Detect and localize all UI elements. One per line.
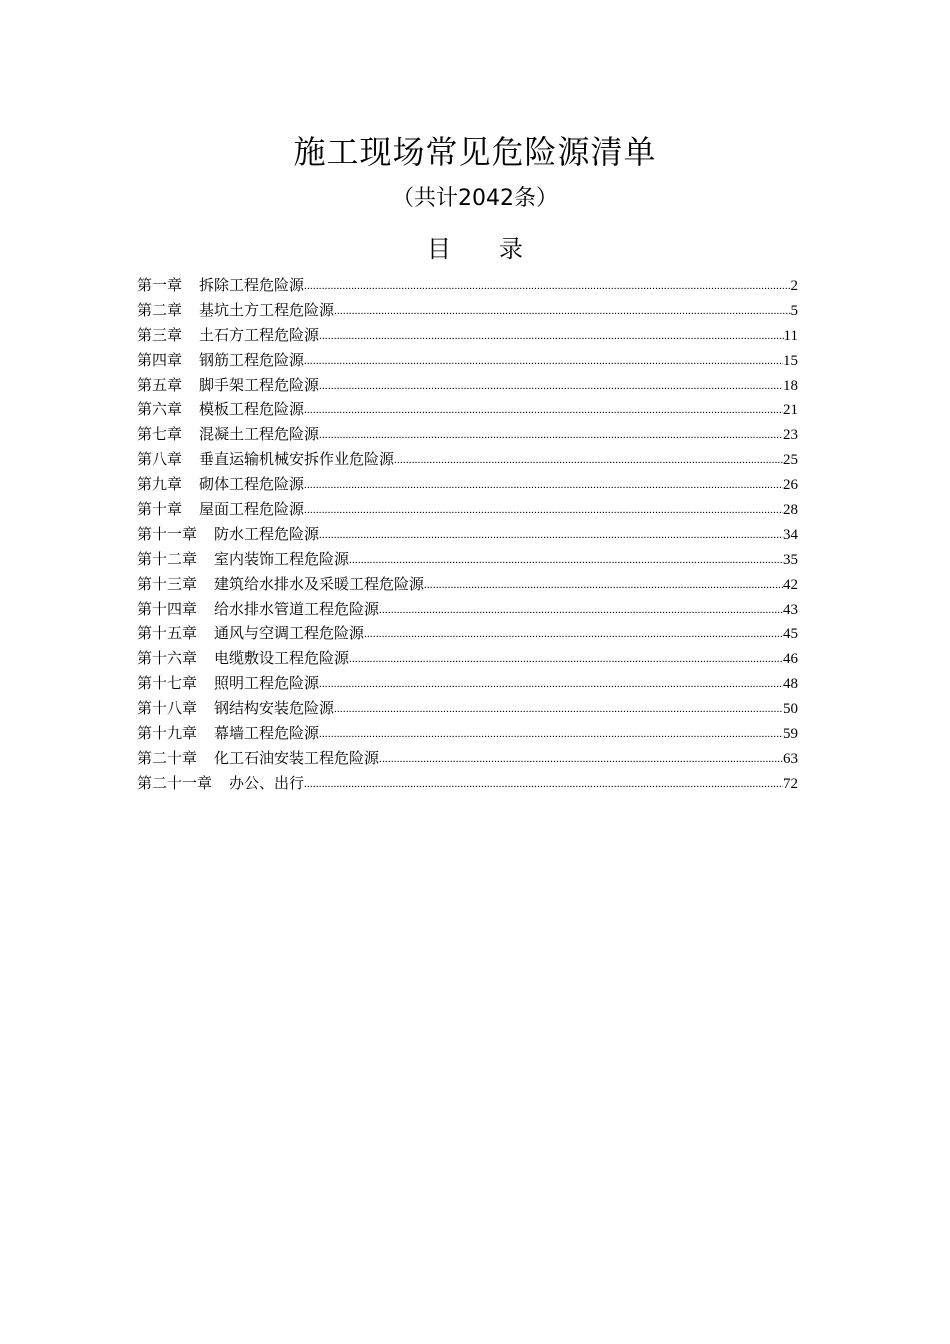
toc-chapter-title: 土石方工程危险源 [199, 327, 320, 344]
toc-page-number: 35 [783, 551, 798, 568]
toc-entry[interactable] [137, 573, 798, 598]
toc-chapter-number: 第十五章 [137, 626, 198, 643]
toc-chapter-number: 第六章 [137, 402, 183, 419]
toc-page-number: 42 [783, 576, 798, 593]
document-title: 施工现场常见危险源清单 [293, 133, 657, 171]
toc-chapter-title: 砌体工程危险源 [199, 477, 305, 494]
toc-dot-leader [319, 722, 783, 747]
toc-entry[interactable] [137, 398, 798, 423]
toc-page-number: 45 [783, 626, 798, 643]
toc-dot-leader [364, 622, 783, 647]
toc-page-number: 50 [783, 701, 798, 718]
toc-entry[interactable] [137, 772, 798, 797]
toc-chapter-number: 第十六章 [137, 651, 198, 668]
toc-dot-leader [304, 398, 783, 423]
toc-chapter-title: 办公、出行 [229, 775, 305, 792]
toc-chapter-number: 第十三章 [137, 576, 198, 593]
toc-page-number: 15 [783, 352, 798, 369]
toc-chapter-number: 第二十章 [137, 750, 198, 767]
toc-dot-leader [304, 349, 783, 374]
toc-dot-leader [394, 448, 783, 473]
toc-entry[interactable] [137, 299, 798, 324]
toc-heading-char: 录 [499, 235, 523, 263]
toc-page-number: 48 [783, 676, 798, 693]
toc-dot-leader [319, 374, 783, 399]
toc-chapter-title: 给水排水管道工程危险源 [214, 601, 380, 618]
toc-dot-leader [304, 473, 783, 498]
toc-page-number: 34 [783, 526, 798, 543]
toc-chapter-title: 脚手架工程危险源 [199, 377, 320, 394]
toc-entry[interactable] [137, 423, 798, 448]
toc-chapter-title: 通风与空调工程危险源 [214, 626, 365, 643]
toc-page-number: 11 [783, 327, 798, 344]
toc-dot-leader [379, 747, 783, 772]
toc-page-number: 63 [783, 750, 798, 767]
toc-chapter-title: 室内装饰工程危险源 [214, 551, 350, 568]
toc-entry[interactable] [137, 747, 798, 772]
toc-page-number: 72 [783, 775, 798, 792]
toc-entry[interactable] [137, 349, 798, 374]
toc-entry[interactable] [137, 647, 798, 672]
toc-dot-leader [304, 498, 783, 523]
document-subtitle: （共计2042条） [392, 186, 558, 211]
table-of-contents [137, 274, 798, 797]
toc-dot-leader [424, 573, 783, 598]
toc-page-number: 28 [783, 502, 798, 518]
toc-chapter-number: 第二十一章 [137, 775, 213, 792]
toc-page-number: 25 [783, 452, 798, 469]
toc-entry[interactable] [137, 622, 798, 647]
toc-chapter-title: 垂直运输机械安拆作业危险源 [199, 452, 395, 469]
toc-chapter-number: 第十二章 [137, 551, 198, 568]
toc-page-number: 23 [783, 427, 798, 444]
toc-entry[interactable] [137, 324, 798, 349]
toc-heading [0, 231, 950, 267]
toc-dot-leader [319, 672, 783, 697]
toc-page-number: 43 [783, 601, 798, 618]
toc-chapter-number: 第十一章 [137, 526, 198, 543]
toc-dot-leader [379, 598, 783, 623]
toc-page-number: 18 [783, 377, 798, 394]
toc-dot-leader [319, 423, 783, 448]
toc-entry[interactable] [137, 274, 798, 299]
toc-chapter-number: 第七章 [137, 427, 183, 444]
toc-heading-char: 目 [427, 235, 451, 263]
toc-chapter-number: 第十章 [137, 502, 183, 518]
toc-chapter-number: 第一章 [137, 277, 183, 294]
toc-dot-leader [349, 548, 783, 573]
toc-chapter-number: 第三章 [137, 327, 183, 344]
toc-dot-leader [304, 274, 790, 299]
toc-page-number: 5 [790, 302, 798, 319]
toc-page-number: 46 [783, 651, 798, 668]
toc-dot-leader [349, 647, 783, 672]
toc-entry[interactable] [137, 548, 798, 573]
toc-chapter-number: 第九章 [137, 477, 183, 494]
toc-chapter-title: 建筑给水排水及采暖工程危险源 [214, 576, 425, 593]
toc-dot-leader [334, 697, 783, 722]
toc-chapter-title: 混凝土工程危险源 [199, 427, 320, 444]
toc-dot-leader [319, 523, 783, 548]
toc-chapter-title: 防水工程危险源 [214, 526, 320, 543]
toc-page-number: 26 [783, 477, 798, 494]
toc-chapter-title: 钢筋工程危险源 [199, 352, 305, 369]
toc-chapter-number: 第二章 [137, 302, 183, 319]
toc-entry[interactable] [137, 672, 798, 697]
toc-chapter-title: 幕墙工程危险源 [214, 726, 320, 743]
toc-page-number: 21 [783, 402, 798, 419]
toc-entry[interactable] [137, 448, 798, 473]
toc-chapter-number: 第四章 [137, 352, 183, 369]
toc-chapter-title: 模板工程危险源 [199, 402, 305, 419]
toc-chapter-number: 第十四章 [137, 601, 198, 618]
toc-chapter-title: 照明工程危险源 [214, 676, 320, 693]
toc-entry[interactable] [137, 598, 798, 623]
toc-chapter-title: 屋面工程危险源 [199, 502, 305, 518]
toc-chapter-title: 化工石油安装工程危险源 [214, 750, 380, 767]
toc-chapter-title: 电缆敷设工程危险源 [214, 651, 350, 668]
toc-entry[interactable] [137, 498, 798, 523]
toc-entry[interactable] [137, 722, 798, 747]
toc-chapter-number: 第八章 [137, 452, 183, 469]
toc-chapter-number: 第十七章 [137, 676, 198, 693]
toc-chapter-number: 第十九章 [137, 726, 198, 743]
toc-entry[interactable] [137, 697, 798, 722]
toc-entry[interactable] [137, 374, 798, 399]
toc-entry[interactable] [137, 523, 798, 548]
toc-dot-leader [304, 772, 783, 797]
toc-chapter-title: 钢结构安装危险源 [214, 701, 335, 718]
toc-page-number: 59 [783, 726, 798, 743]
toc-chapter-number: 第五章 [137, 377, 183, 394]
toc-chapter-number: 第十八章 [137, 701, 198, 718]
toc-page-number: 2 [790, 277, 798, 294]
toc-entry[interactable] [137, 473, 798, 498]
toc-dot-leader [334, 299, 790, 324]
toc-chapter-title: 拆除工程危险源 [199, 277, 305, 294]
toc-dot-leader [319, 324, 784, 349]
toc-chapter-title: 基坑土方工程危险源 [199, 302, 335, 319]
